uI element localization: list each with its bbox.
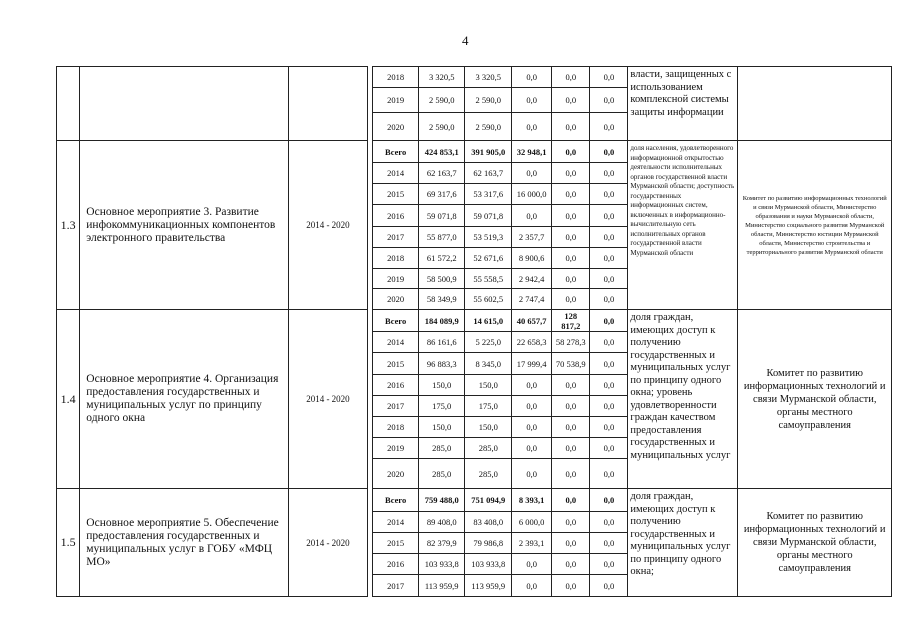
value-cell: 0,0 [590, 113, 628, 141]
value-cell: 0,0 [512, 575, 552, 597]
value-cell: 0,0 [512, 459, 552, 489]
indicator-cell: доля граждан, имеющих доступ к получению государственных и муниципальных услуг по принципу одного окна; [628, 489, 738, 597]
value-cell: 0,0 [552, 67, 590, 88]
value-cell: 3 320,5 [465, 67, 512, 88]
value-cell: 0,0 [552, 375, 590, 396]
year-cell: 2018 [373, 417, 419, 438]
item-period: 2014 - 2020 [288, 310, 367, 489]
value-cell: 113 959,9 [418, 575, 465, 597]
year-cell: 2019 [373, 269, 419, 289]
value-cell: 86 161,6 [418, 332, 465, 353]
value-cell: 0,0 [590, 533, 628, 554]
table-row [57, 489, 892, 512]
value-cell: 0,0 [590, 417, 628, 438]
table-row [57, 67, 892, 88]
value-cell: 391 905,0 [465, 141, 512, 163]
value-cell: 0,0 [552, 205, 590, 227]
value-cell: 0,0 [590, 88, 628, 113]
value-cell: 285,0 [418, 459, 465, 489]
value-cell: 69 317,6 [418, 184, 465, 205]
value-cell: 0,0 [590, 489, 628, 512]
value-cell: 285,0 [465, 459, 512, 489]
value-cell: 0,0 [590, 459, 628, 489]
value-cell: 0,0 [512, 554, 552, 575]
year-cell: 2014 [373, 163, 419, 184]
indicator-cell: власти, защищенных с использованием комплексной системы защиты информации [628, 67, 738, 141]
value-cell: 62 163,7 [465, 163, 512, 184]
value-cell: 0,0 [590, 375, 628, 396]
value-cell: 2 590,0 [418, 113, 465, 141]
value-cell: 14 615,0 [465, 310, 512, 332]
value-cell: 0,0 [590, 141, 628, 163]
value-cell: 0,0 [512, 88, 552, 113]
value-cell: 0,0 [552, 554, 590, 575]
value-cell: 0,0 [590, 205, 628, 227]
value-cell: 0,0 [552, 417, 590, 438]
item-number: 1.5 [57, 489, 80, 597]
value-cell: 0,0 [552, 184, 590, 205]
indicator-cell: доля граждан, имеющих доступ к получению государственных и муниципальных услуг по принципу одного окна; уровень удовлетворенности граждан качеством предоставления государственных и муниципальных услуг [628, 310, 738, 489]
value-cell: 58 278,3 [552, 332, 590, 353]
value-cell: 0,0 [552, 113, 590, 141]
value-cell: 2 590,0 [465, 113, 512, 141]
year-cell: Всего [373, 141, 419, 163]
value-cell: 2 590,0 [465, 88, 512, 113]
value-cell: 2 942,4 [512, 269, 552, 289]
value-cell: 0,0 [552, 438, 590, 459]
value-cell: 2 357,7 [512, 227, 552, 248]
value-cell: 55 877,0 [418, 227, 465, 248]
value-cell: 17 999,4 [512, 353, 552, 375]
table-row [57, 310, 892, 332]
value-cell: 3 320,5 [418, 67, 465, 88]
value-cell: 0,0 [552, 512, 590, 533]
value-cell: 0,0 [590, 184, 628, 205]
value-cell: 0,0 [590, 396, 628, 417]
value-cell: 150,0 [465, 417, 512, 438]
value-cell: 89 408,0 [418, 512, 465, 533]
value-cell: 759 488,0 [418, 489, 465, 512]
value-cell: 0,0 [590, 554, 628, 575]
value-cell: 0,0 [552, 248, 590, 269]
value-cell: 0,0 [512, 396, 552, 417]
value-cell: 53 519,3 [465, 227, 512, 248]
value-cell: 8 900,6 [512, 248, 552, 269]
year-cell: 2020 [373, 459, 419, 489]
executor-cell: Комитет по развитию информационных технологий и связи Мурманской области, органы местного самоуправления [738, 489, 892, 597]
value-cell: 22 658,3 [512, 332, 552, 353]
executor-cell: Комитет по развитию информационных технологий и связи Мурманской области, Министерство образования и науки Мурманской области, Министерство социального развития Мурманской области, Министерство юстиции Мурманской области, Министерство строительства и территориального развития Мурманской области [738, 141, 892, 310]
program-table [56, 66, 892, 597]
year-cell: Всего [373, 489, 419, 512]
value-cell: 0,0 [512, 113, 552, 141]
value-cell: 0,0 [512, 417, 552, 438]
value-cell: 175,0 [418, 396, 465, 417]
value-cell: 424 853,1 [418, 141, 465, 163]
value-cell: 103 933,8 [465, 554, 512, 575]
value-cell: 0,0 [590, 332, 628, 353]
value-cell: 0,0 [552, 141, 590, 163]
year-cell: 2018 [373, 67, 419, 88]
value-cell: 285,0 [418, 438, 465, 459]
year-cell: 2016 [373, 554, 419, 575]
year-cell: 2016 [373, 205, 419, 227]
value-cell: 40 657,7 [512, 310, 552, 332]
value-cell: 103 933,8 [418, 554, 465, 575]
indicator-cell: доля населения, удовлетворенного информационной открытостью деятельности исполнительных органов государственной власти Мурманской области; доступность государственных информационных систем, включенных в информационно-вычислительную сеть исполнительных органов государственной власти Мурманской области [628, 141, 738, 310]
value-cell: 150,0 [465, 375, 512, 396]
item-name: Основное мероприятие 3. Развитие инфокоммуникационных компонентов электронного правительства [80, 141, 288, 310]
item-name: Основное мероприятие 4. Организация предоставления государственных и муниципальных услуг по принципу одного окна [80, 310, 288, 489]
item-period: 2014 - 2020 [288, 141, 367, 310]
value-cell: 83 408,0 [465, 512, 512, 533]
year-cell: 2017 [373, 227, 419, 248]
value-cell: 55 558,5 [465, 269, 512, 289]
item-period: 2014 - 2020 [288, 489, 367, 597]
value-cell: 184 089,9 [418, 310, 465, 332]
value-cell: 2 590,0 [418, 88, 465, 113]
value-cell: 0,0 [590, 438, 628, 459]
year-cell: 2020 [373, 289, 419, 310]
value-cell: 0,0 [590, 227, 628, 248]
value-cell: 62 163,7 [418, 163, 465, 184]
value-cell: 6 000,0 [512, 512, 552, 533]
value-cell: 96 883,3 [418, 353, 465, 375]
value-cell: 58 500,9 [418, 269, 465, 289]
item-name: Основное мероприятие 5. Обеспечение предоставления государственных и муниципальных услуг в ГОБУ «МФЦ МО» [80, 489, 288, 597]
table-row [57, 141, 892, 163]
value-cell: 0,0 [552, 396, 590, 417]
value-cell: 5 225,0 [465, 332, 512, 353]
value-cell: 59 071,8 [418, 205, 465, 227]
value-cell: 55 602,5 [465, 289, 512, 310]
year-cell: 2017 [373, 396, 419, 417]
value-cell: 0,0 [512, 163, 552, 184]
value-cell: 53 317,6 [465, 184, 512, 205]
year-cell: Всего [373, 310, 419, 332]
value-cell: 0,0 [552, 163, 590, 184]
year-cell: 2015 [373, 353, 419, 375]
value-cell: 2 393,1 [512, 533, 552, 554]
value-cell: 52 671,6 [465, 248, 512, 269]
value-cell: 0,0 [512, 205, 552, 227]
value-cell: 0,0 [552, 289, 590, 310]
value-cell: 0,0 [552, 575, 590, 597]
value-cell: 285,0 [465, 438, 512, 459]
item-number: 1.4 [57, 310, 80, 489]
value-cell: 751 094,9 [465, 489, 512, 512]
value-cell: 59 071,8 [465, 205, 512, 227]
value-cell: 16 000,0 [512, 184, 552, 205]
value-cell: 0,0 [512, 67, 552, 88]
value-cell: 0,0 [552, 88, 590, 113]
year-cell: 2014 [373, 332, 419, 353]
value-cell: 0,0 [590, 310, 628, 332]
value-cell: 128 817,2 [552, 310, 590, 332]
year-cell: 2015 [373, 184, 419, 205]
executor-cell [738, 67, 892, 141]
value-cell: 32 948,1 [512, 141, 552, 163]
value-cell: 8 345,0 [465, 353, 512, 375]
year-cell: 2019 [373, 88, 419, 113]
value-cell: 0,0 [590, 512, 628, 533]
year-cell: 2016 [373, 375, 419, 396]
value-cell: 0,0 [590, 269, 628, 289]
value-cell: 0,0 [590, 163, 628, 184]
year-cell: 2015 [373, 533, 419, 554]
value-cell: 0,0 [552, 533, 590, 554]
year-cell: 2018 [373, 248, 419, 269]
value-cell: 0,0 [552, 227, 590, 248]
value-cell: 82 379,9 [418, 533, 465, 554]
year-cell: 2014 [373, 512, 419, 533]
value-cell: 0,0 [590, 289, 628, 310]
value-cell: 0,0 [590, 575, 628, 597]
value-cell: 0,0 [590, 248, 628, 269]
year-cell: 2019 [373, 438, 419, 459]
value-cell: 150,0 [418, 417, 465, 438]
value-cell: 61 572,2 [418, 248, 465, 269]
item-number: 1.3 [57, 141, 80, 310]
value-cell: 0,0 [512, 375, 552, 396]
value-cell: 58 349,9 [418, 289, 465, 310]
value-cell: 0,0 [512, 438, 552, 459]
value-cell: 79 986,8 [465, 533, 512, 554]
item-name [80, 67, 288, 141]
value-cell: 2 747,4 [512, 289, 552, 310]
value-cell: 0,0 [590, 67, 628, 88]
value-cell: 175,0 [465, 396, 512, 417]
value-cell: 0,0 [552, 489, 590, 512]
value-cell: 8 393,1 [512, 489, 552, 512]
item-period [288, 67, 367, 141]
value-cell: 0,0 [552, 269, 590, 289]
item-number [57, 67, 80, 141]
value-cell: 0,0 [590, 353, 628, 375]
year-cell: 2017 [373, 575, 419, 597]
page-number: 4 [462, 33, 469, 48]
year-cell: 2020 [373, 113, 419, 141]
value-cell: 0,0 [552, 459, 590, 489]
value-cell: 70 538,9 [552, 353, 590, 375]
executor-cell: Комитет по развитию информационных технологий и связи Мурманской области, органы местного самоуправления [738, 310, 892, 489]
value-cell: 150,0 [418, 375, 465, 396]
value-cell: 113 959,9 [465, 575, 512, 597]
